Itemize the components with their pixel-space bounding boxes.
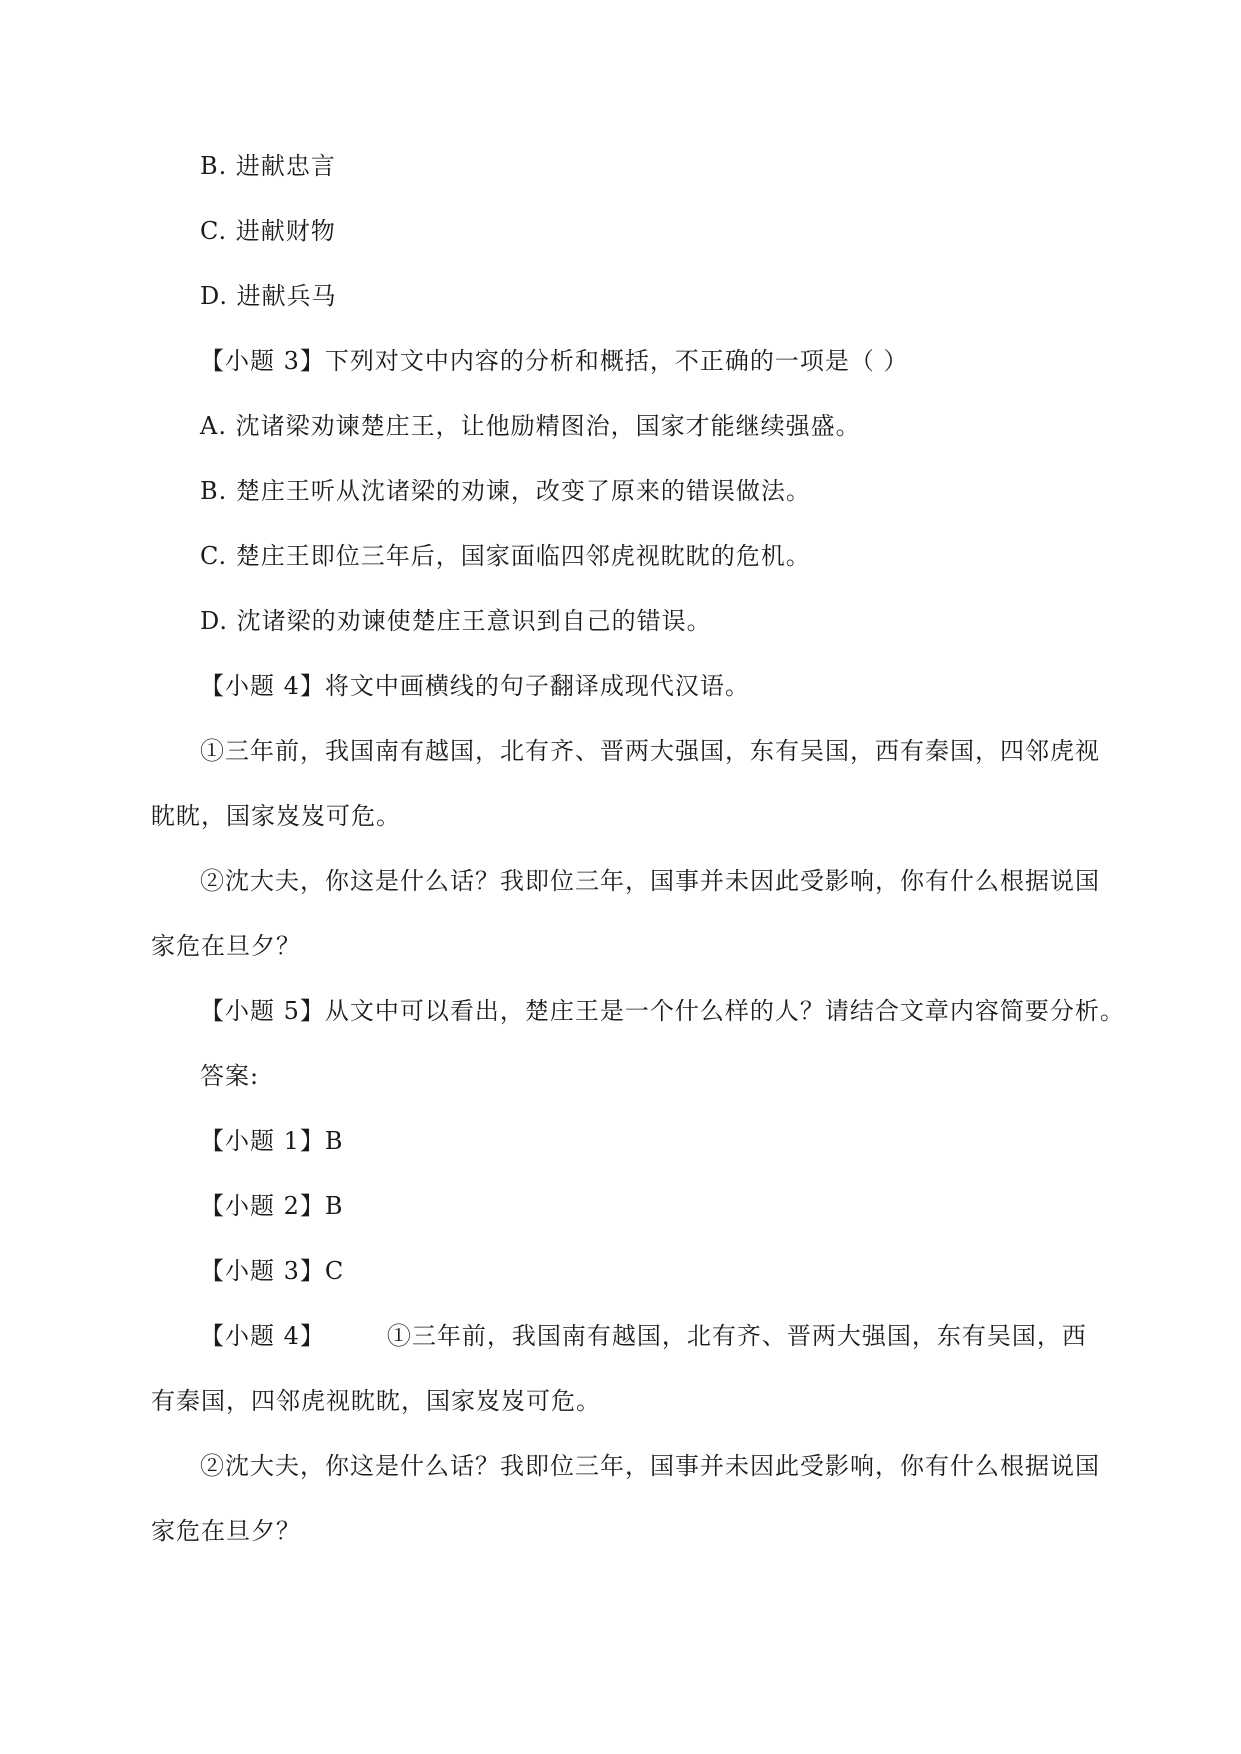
question-4-sentence-2: ②沈大夫，你这是什么话？我即位三年，国事并未因此受影响，你有什么根据说国 <box>200 867 1100 895</box>
option-c: C. 进献财物 <box>200 217 336 245</box>
question-3-option-d: D. 沈诸梁的劝谏使楚庄王意识到自己的错误。 <box>200 607 712 635</box>
answer-4-text: ①三年前，我国南有越国，北有齐、晋两大强国，东有吴国，西 <box>386 1322 1087 1350</box>
option-d: D. 进献兵马 <box>200 282 337 310</box>
answer-3: 【小题 3】C <box>200 1257 345 1285</box>
question-5-prompt: 【小题 5】从文中可以看出，楚庄王是一个什么样的人？请结合文章内容简要分析。 <box>200 997 1125 1025</box>
question-4-sentence-1-cont: 眈眈，国家岌岌可危。 <box>151 802 401 830</box>
question-3-prompt: 【小题 3】下列对文中内容的分析和概括，不正确的一项是（ ） <box>200 347 909 375</box>
option-b: B. 进献忠言 <box>200 152 336 180</box>
answer-4-line-1 <box>200 1321 1087 1351</box>
answer-2: 【小题 2】B <box>200 1192 344 1220</box>
question-3-option-a: A. 沈诸梁劝谏楚庄王，让他励精图治，国家才能继续强盛。 <box>200 412 861 440</box>
question-4-sentence-1: ①三年前，我国南有越国，北有齐、晋两大强国，东有吴国，西有秦国，四邻虎视 <box>200 737 1100 765</box>
answer-4-sentence-2-cont: 家危在旦夕？ <box>151 1517 301 1545</box>
answer-4-sentence-2: ②沈大夫，你这是什么话？我即位三年，国事并未因此受影响，你有什么根据说国 <box>200 1452 1100 1480</box>
answer-4-line-2: 有秦国，四邻虎视眈眈，国家岌岌可危。 <box>151 1387 601 1415</box>
question-4-sentence-2-cont: 家危在旦夕？ <box>151 932 301 960</box>
question-3-option-b: B. 楚庄王听从沈诸梁的劝谏，改变了原来的错误做法。 <box>200 477 811 505</box>
question-4-prompt: 【小题 4】将文中画横线的句子翻译成现代汉语。 <box>200 672 750 700</box>
answers-heading: 答案: <box>200 1062 260 1090</box>
answer-1: 【小题 1】B <box>200 1127 344 1155</box>
question-3-option-c: C. 楚庄王即位三年后，国家面临四邻虎视眈眈的危机。 <box>200 542 811 570</box>
answer-4-label: 【小题 4】 <box>200 1322 325 1350</box>
